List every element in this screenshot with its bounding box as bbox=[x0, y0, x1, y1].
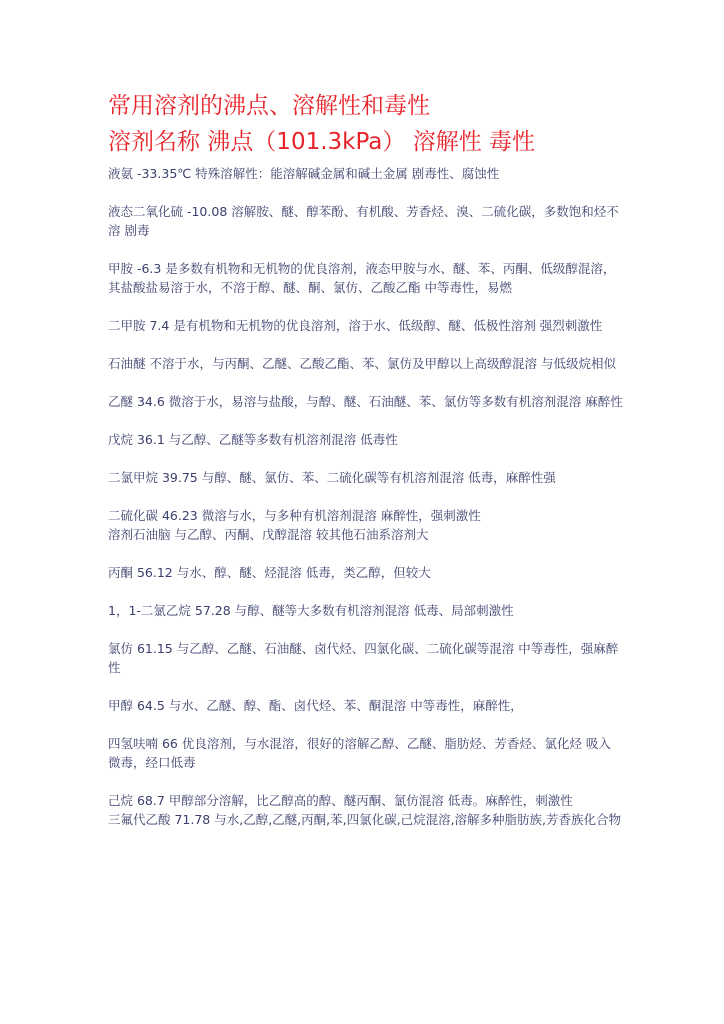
solvent-entry-carbon-disulfide: 二硫化碳 46.23 微溶与水，与多种有机溶剂混溶 麻醉性，强刺激性 bbox=[108, 508, 481, 523]
solvent-entry-methylamine: 甲胺 -6.3 是多数有机物和无机物的优良溶剂，液态甲胺与水、醚、苯、丙酮、低级醇混溶，其盐酸盐易溶于水，不溶于醇、醚、酮、氯仿、乙酸乙酯 中等毒性，易燃 bbox=[108, 261, 616, 295]
document-title: 常用溶剂的沸点、溶解性和毒性 bbox=[108, 93, 430, 119]
table-header-line: 溶剂名称 沸点（101.3kPa） 溶解性 毒性 bbox=[108, 129, 536, 155]
solvent-entry-hexane: 己烷 68.7 甲醇部分溶解，比乙醇高的醇、醚丙酮、氯仿混溶 低毒。麻醉性，刺激性 bbox=[108, 793, 573, 808]
solvent-entry-tetrahydrofuran: 四氢呋喃 66 优良溶剂，与水混溶，很好的溶解乙醇、乙醚、脂肪烃、芳香烃、氯化烃 吸入微毒，经口低毒 bbox=[108, 736, 611, 770]
solvent-entry-solvent-naphtha: 溶剂石油脑 与乙醇、丙酮、戊醇混溶 较其他石油系溶剂大 bbox=[108, 527, 429, 542]
solvent-entry-methanol: 甲醇 64.5 与水、乙醚、醇、酯、卤代烃、苯、酮混溶 中等毒性，麻醉性， bbox=[108, 698, 523, 713]
solvent-entry-diethyl-ether: 乙醚 34.6 微溶于水，易溶与盐酸，与醇、醚、石油醚、苯、氯仿等多数有机溶剂混溶 麻醉性 bbox=[108, 394, 623, 409]
document-page bbox=[108, 90, 623, 829]
solvent-entry-dichloromethane: 二氯甲烷 39.75 与醇、醚、氯仿、苯、二硫化碳等有机溶剂混溶 低毒，麻醉性强 bbox=[108, 470, 556, 485]
solvent-entry-pentane: 戊烷 36.1 与乙醇、乙醚等多数有机溶剂混溶 低毒性 bbox=[108, 432, 398, 447]
solvent-entry-dichloroethane: 1，1-二氯乙烷 57.28 与醇、醚等大多数有机溶剂混溶 低毒、局部刺激性 bbox=[108, 603, 514, 618]
solvent-entry-liquid-ammonia: 液氨 -33.35℃ 特殊溶解性：能溶解碱金属和碱土金属 剧毒性、腐蚀性 bbox=[108, 166, 500, 181]
solvent-entry-liquid-sulfur-dioxide: 液态二氧化硫 -10.08 溶解胺、醚、醇苯酚、有机酸、芳香烃、溴、二硫化碳，多数饱和烃不溶 剧毒 bbox=[108, 204, 619, 238]
solvent-entry-petroleum-ether: 石油醚 不溶于水，与丙酮、乙醚、乙酸乙酯、苯、氯仿及甲醇以上高级醇混溶 与低级烷相似 bbox=[108, 356, 616, 371]
solvent-entry-acetone: 丙酮 56.12 与水、醇、醚、烃混溶 低毒，类乙醇，但较大 bbox=[108, 565, 431, 580]
solvent-entry-trifluoroacetic-acid: 三氟代乙酸 71.78 与水,乙醇,乙醚,丙酮,苯,四氯化碳,己烷混溶,溶解多种脂肪族,芳香族化合物 bbox=[108, 812, 622, 827]
solvent-entry-dimethylamine: 二甲胺 7.4 是有机物和无机物的优良溶剂，溶于水、低级醇、醚、低极性溶剂 强烈刺激性 bbox=[108, 318, 603, 333]
solvent-entry-chloroform: 氯仿 61.15 与乙醇、乙醚、石油醚、卤代烃、四氯化碳、二硫化碳等混溶 中等毒性，强麻醉性 bbox=[108, 641, 619, 675]
